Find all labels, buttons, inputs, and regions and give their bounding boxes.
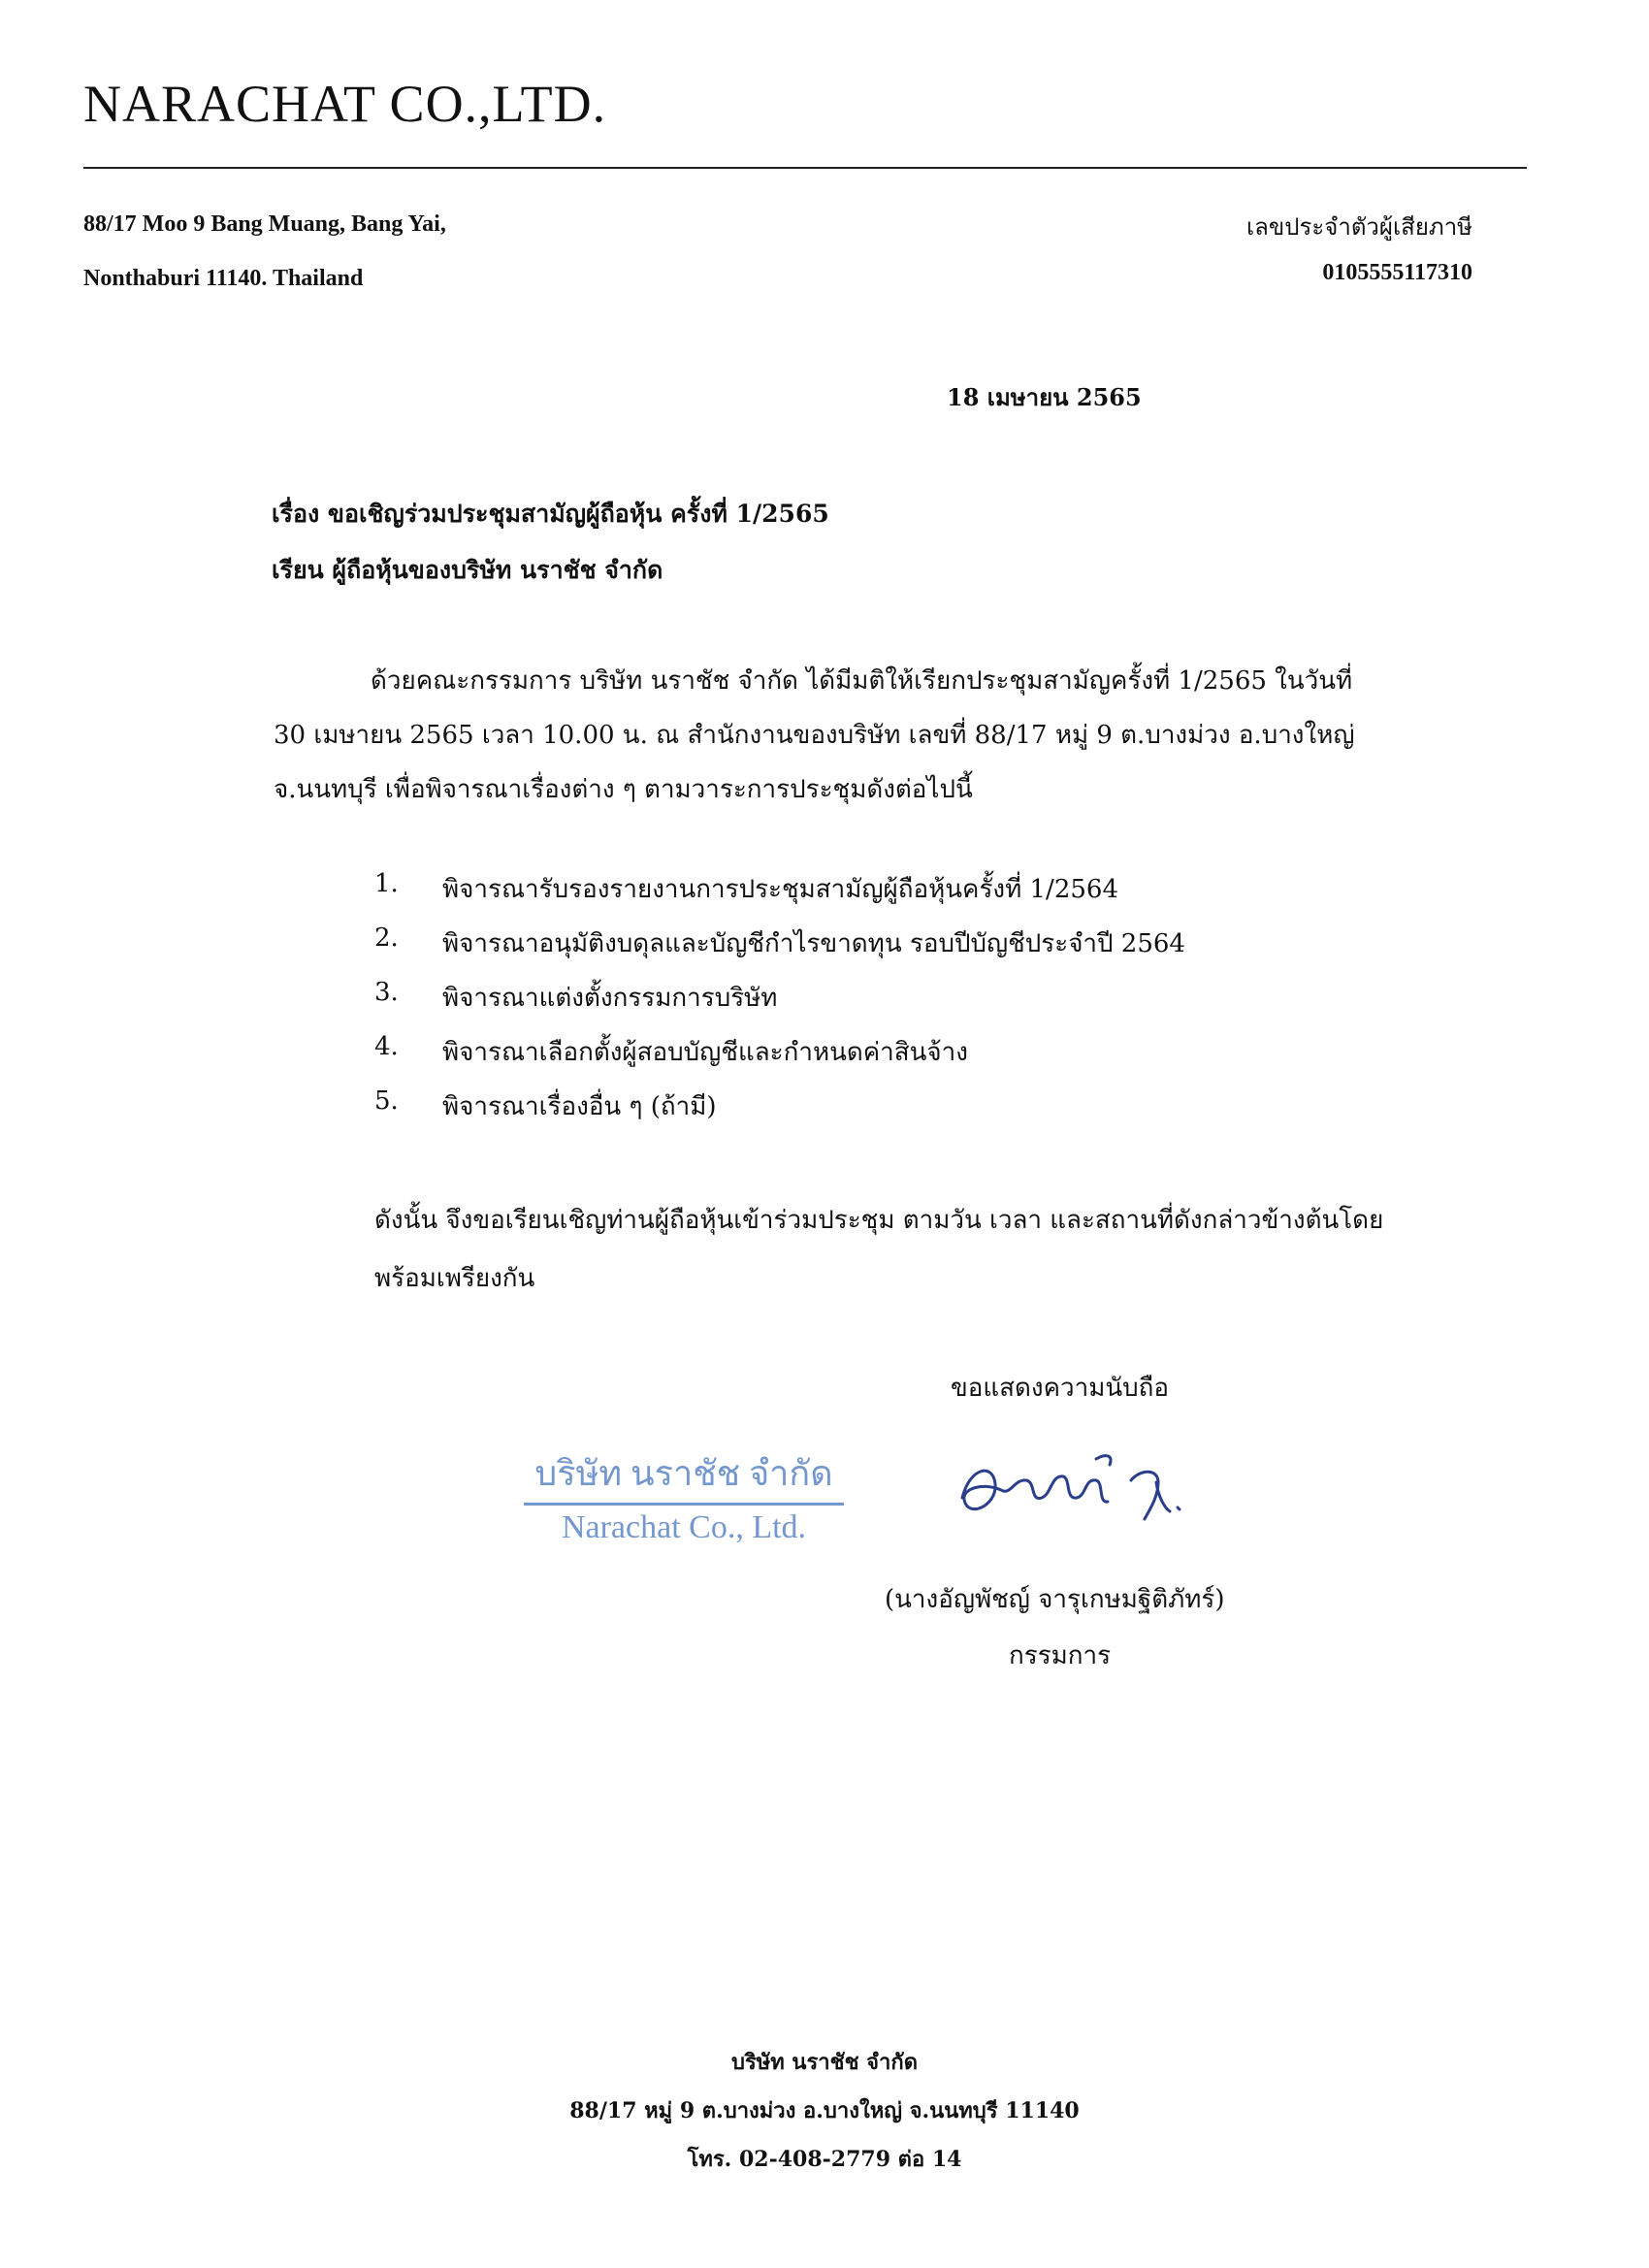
letter-date: 18 เมษายน 2565 [947, 383, 1142, 411]
body-line-2: 30 เมษายน 2565 เวลา 10.00 น. ณ สำนักงานของบริษัท เลขที่ 88/17 หมู่ 9 ต.บางม่วง อ.บางใหญ่ [274, 721, 1355, 750]
letter-recipient: เรียน ผู้ถือหุ้นของบริษัท นราชัช จำกัด [272, 556, 663, 584]
agenda-text: พิจารณาอนุมัติงบดุลและบัญชีกำไรขาดทุน รอบปีบัญชีประจำปี 2564 [442, 929, 1185, 958]
stamp-english-name: Narachat Co., Ltd. [561, 1509, 807, 1545]
signature [951, 1440, 1193, 1546]
tax-id-label: เลขประจำตัวผู้เสียภาษี [1245, 213, 1472, 241]
company-stamp [524, 1445, 844, 1546]
body-line-1: ด้วยคณะกรรมการ บริษัท นราชัช จำกัด ได้มีมติให้เรียกประชุมสามัญครั้งที่ 1/2565 ในวันที่ [371, 666, 1353, 696]
signatory-title: กรรมการ [1009, 1641, 1112, 1670]
header-divider [83, 167, 1527, 169]
company-name: NARACHAT CO.,LTD. [83, 75, 607, 133]
body-line-3: จ.นนทบุรี เพื่อพิจารณาเรื่องต่าง ๆ ตามวาระการประชุมดังต่อไปนี้ [274, 775, 973, 804]
agenda-text: พิจารณาเรื่องอื่น ๆ (ถ้ามี) [442, 1092, 717, 1121]
footer-company: บริษัท นราชัช จำกัด [730, 2050, 919, 2075]
signoff: ขอแสดงความนับถือ [951, 1374, 1169, 1403]
agenda-number: 1. [374, 869, 399, 898]
closing-line-2: พร้อมเพรียงกัน [374, 1264, 535, 1293]
footer-address: 88/17 หมู่ 9 ต.บางม่วง อ.บางใหญ่ จ.นนทบุรี 11140 [569, 2098, 1080, 2123]
stamp-divider [524, 1503, 844, 1506]
agenda-text: พิจารณาแต่งตั้งกรรมการบริษัท [442, 984, 778, 1013]
tax-id-number: 0105555117310 [1322, 260, 1472, 285]
stamp-thai-name: บริษัท นราชัช จำกัด [534, 1454, 833, 1493]
footer-phone: โทร. 02-408-2779 ต่อ 14 [687, 2147, 962, 2172]
agenda-text: พิจารณาเลือกตั้งผู้สอบบัญชีและกำหนดค่าสินจ้าง [442, 1038, 968, 1067]
agenda-number: 3. [374, 978, 399, 1007]
agenda-text: พิจารณารับรองรายงานการประชุมสามัญผู้ถือหุ้นครั้งที่ 1/2564 [442, 875, 1118, 904]
letter-subject: เรื่อง ขอเชิญร่วมประชุมสามัญผู้ถือหุ้น ครั้งที่ 1/2565 [272, 500, 829, 528]
address-line-2: Nonthaburi 11140. Thailand [83, 266, 364, 291]
closing-line-1: ดังนั้น จึงขอเรียนเชิญท่านผู้ถือหุ้นเข้าร่วมประชุม ตามวัน เวลา และสถานที่ดังกล่าวข้างต้นโดย [374, 1206, 1384, 1235]
signature-icon [951, 1440, 1193, 1546]
agenda-number: 5. [374, 1086, 399, 1116]
agenda-number: 2. [374, 923, 399, 953]
address-line-1: 88/17 Moo 9 Bang Muang, Bang Yai, [83, 211, 446, 237]
agenda-number: 4. [374, 1032, 399, 1061]
signatory-name: (นางอัญพัชญ์ จารุเกษมฐิติภัทร์) [885, 1585, 1225, 1614]
